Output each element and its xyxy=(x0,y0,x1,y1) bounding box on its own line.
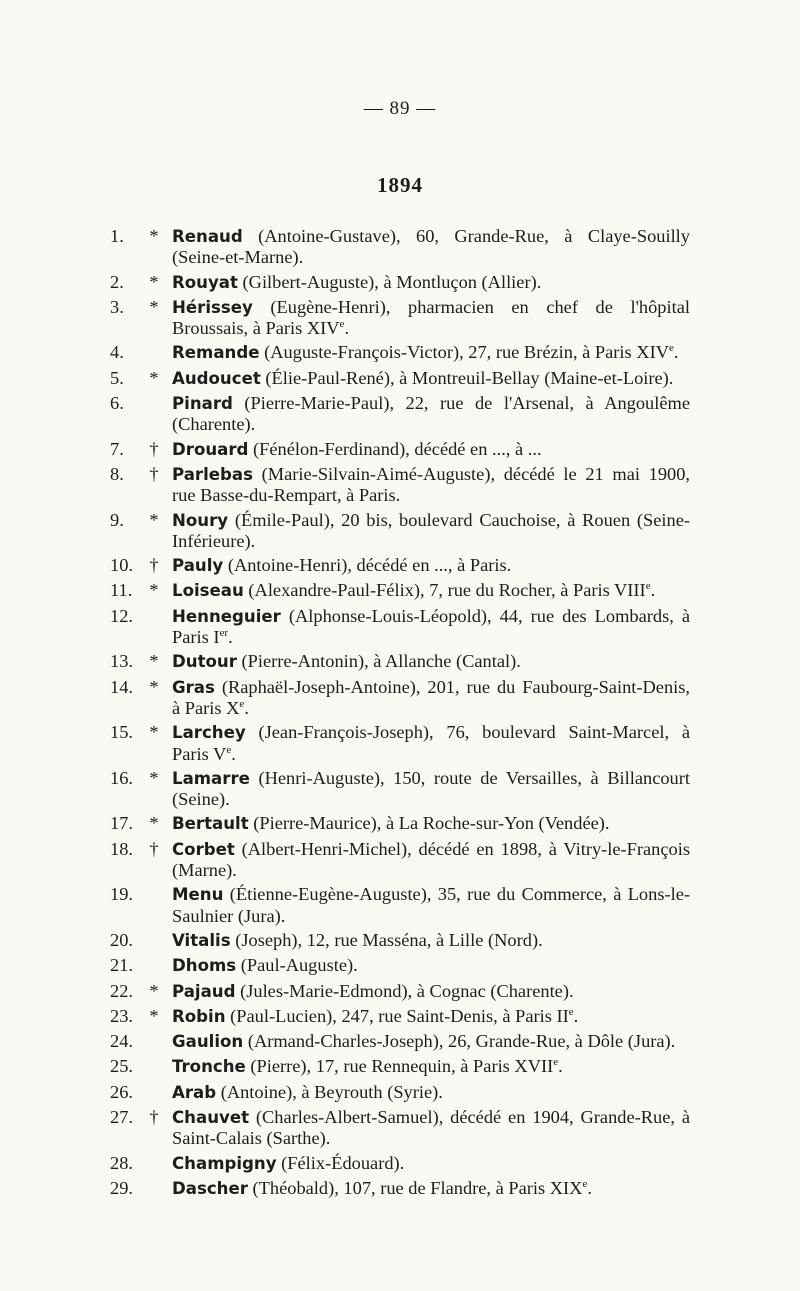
entry-name: Noury xyxy=(172,510,229,530)
list-item xyxy=(100,226,690,268)
entry-name: Pajaud xyxy=(172,981,236,1001)
list-item xyxy=(100,722,690,764)
entry-number: 12. xyxy=(110,605,133,626)
entry-mark: * xyxy=(149,367,159,388)
entry-mark: † xyxy=(149,838,159,859)
entry-details: (Théobald), 107, rue de Flandre, à Paris XIX xyxy=(247,1177,583,1198)
entry-mark: † xyxy=(149,463,159,484)
entry-superscript: e xyxy=(668,342,674,355)
entry-number: 7. xyxy=(110,438,124,459)
entry-details: (Félix-Édouard). xyxy=(276,1152,405,1173)
entry-trailing: . xyxy=(650,580,656,601)
entry-mark: * xyxy=(149,226,159,246)
entry-details: (Antoine-Gustave), 60, Grande-Rue, à Claye-Souilly (Seine-et-Marne). xyxy=(172,226,690,268)
list-item xyxy=(100,677,690,719)
entry-details: (Henri-Auguste), 150, route de Versailles, à Billancourt (Seine). xyxy=(172,767,690,810)
entry-details: (Alphonse-Louis-Léopold), 44, rue des Lombards, à Paris I xyxy=(172,605,690,648)
entry-number: 9. xyxy=(110,509,124,530)
entry-details: (Gilbert-Auguste), à Montluçon (Allier). xyxy=(237,271,542,292)
list-item xyxy=(100,580,690,601)
entry-name: Audoucet xyxy=(172,368,261,388)
list-item xyxy=(100,884,690,926)
list-item xyxy=(100,930,690,951)
entry-mark: † xyxy=(149,1106,159,1127)
entry-superscript: e xyxy=(582,1177,588,1190)
entry-name: Bertault xyxy=(172,814,249,834)
list-item xyxy=(100,342,690,363)
entry-details: (Jules-Marie-Edmond), à Cognac (Charente). xyxy=(235,980,574,1001)
entry-name: Dascher xyxy=(172,1178,248,1198)
entry-number: 14. xyxy=(110,676,133,697)
list-item xyxy=(100,439,690,460)
entry-number: 3. xyxy=(110,296,124,317)
entry-trailing: . xyxy=(558,1056,563,1077)
entry-superscript: er xyxy=(219,626,229,639)
entry-superscript: e xyxy=(553,1056,559,1069)
entry-trailing: . xyxy=(673,342,679,363)
entry-number: 22. xyxy=(110,980,133,1001)
entry-number: 5. xyxy=(110,367,124,388)
entry-number: 21. xyxy=(110,955,133,976)
entry-number: 29. xyxy=(110,1177,133,1198)
list-item xyxy=(100,1153,690,1174)
entry-mark: † xyxy=(149,555,159,576)
entry-list xyxy=(100,226,690,1203)
entry-number: 25. xyxy=(110,1056,133,1077)
entry-mark: * xyxy=(149,271,159,292)
entry-number: 18. xyxy=(110,838,133,859)
entry-name: Champigny xyxy=(172,1153,277,1173)
entry-details: (Alexandre-Paul-Félix), 7, rue du Rocher, à Paris VIII xyxy=(243,580,646,601)
entry-details: (Auguste-François-Victor), 27, rue Brézin, à Paris XIV xyxy=(259,342,669,363)
entry-number: 2. xyxy=(110,271,124,292)
entry-mark: * xyxy=(149,651,159,672)
entry-mark: * xyxy=(149,767,159,788)
entry-mark: * xyxy=(149,296,159,317)
entry-details: (Raphaël-Joseph-Antoine), 201, rue du Faubourg-Saint-Denis, à Paris X xyxy=(172,676,690,718)
entry-details: (Émile-Paul), 20 bis, boulevard Cauchoise, à Rouen (Seine-Inférieure). xyxy=(172,509,690,551)
entry-number: 11. xyxy=(110,580,133,601)
entry-trailing: . xyxy=(228,627,233,648)
list-item xyxy=(100,1056,690,1077)
entry-name: Lamarre xyxy=(172,768,250,788)
entry-trailing: . xyxy=(573,1005,579,1026)
entry-name: Chauvet xyxy=(172,1107,250,1127)
entry-details: (Armand-Charles-Joseph), 26, Grande-Rue, à Dôle (Jura). xyxy=(243,1031,676,1052)
entry-number: 27. xyxy=(110,1106,133,1127)
entry-mark: * xyxy=(149,580,159,601)
entry-mark: * xyxy=(149,980,159,1001)
list-item xyxy=(100,813,690,834)
list-item xyxy=(100,768,690,810)
list-item xyxy=(100,510,690,552)
entry-name: Drouard xyxy=(172,439,249,459)
list-item xyxy=(100,368,690,389)
entry-name: Rouyat xyxy=(172,272,238,292)
entry-name: Renaud xyxy=(172,227,243,246)
list-item xyxy=(100,297,690,339)
entry-trailing: . xyxy=(231,743,236,764)
list-item xyxy=(100,1031,690,1052)
list-item xyxy=(100,651,690,672)
entry-number: 26. xyxy=(110,1081,133,1102)
entry-details: (Paul-Auguste). xyxy=(236,955,358,976)
list-item xyxy=(100,955,690,976)
entry-superscript: e xyxy=(568,1005,574,1018)
entry-name: Larchey xyxy=(172,723,246,743)
entry-details: (Étienne-Eugène-Auguste), 35, rue du Commerce, à Lons-le-Saulnier (Jura). xyxy=(172,884,690,926)
entry-name: Henneguier xyxy=(172,606,281,626)
entry-name: Dhoms xyxy=(172,956,237,976)
entry-details: (Pierre-Marie-Paul), 22, rue de l'Arsenal, à Angoulême (Charente). xyxy=(172,393,690,435)
list-item xyxy=(100,981,690,1002)
entry-details: (Albert-Henri-Michel), décédé en 1898, à Vitry-le-François (Marne). xyxy=(172,838,690,881)
entry-superscript: e xyxy=(339,318,345,331)
entry-details: (Pierre-Maurice), à La Roche-sur-Yon (Vendée). xyxy=(248,813,610,834)
entry-mark: † xyxy=(149,438,159,459)
entry-name: Loiseau xyxy=(172,581,244,601)
entry-trailing: . xyxy=(244,697,249,718)
entry-mark: * xyxy=(149,509,159,530)
list-item xyxy=(100,1107,690,1149)
entry-details: (Antoine), à Beyrouth (Syrie). xyxy=(216,1081,443,1102)
list-item xyxy=(100,1082,690,1103)
list-item xyxy=(100,1006,690,1027)
entry-details: (Antoine-Henri), décédé en ..., à Paris. xyxy=(223,555,512,576)
entry-details: (Élie-Paul-René), à Montreuil-Bellay (Maine-et-Loire). xyxy=(260,367,674,388)
entry-details: (Eugène-Henri), pharmacien en chef de l'hôpital Broussais, à Paris XIV xyxy=(172,296,690,339)
entry-number: 13. xyxy=(110,651,133,672)
entry-number: 16. xyxy=(110,767,133,788)
entry-number: 20. xyxy=(110,929,133,950)
entry-name: Hérissey xyxy=(172,297,253,317)
entry-mark: * xyxy=(149,1005,159,1026)
entry-name: Pinard xyxy=(172,394,233,414)
entry-superscript: e xyxy=(239,697,245,710)
entry-name: Parlebas xyxy=(172,464,253,484)
entry-number: 8. xyxy=(110,463,124,484)
entry-number: 4. xyxy=(110,342,124,363)
entry-details: (Jean-François-Joseph), 76, boulevard Saint-Marcel, à Paris V xyxy=(172,722,690,764)
entry-name: Corbet xyxy=(172,839,235,859)
entry-number: 15. xyxy=(110,722,133,743)
entry-name: Pauly xyxy=(172,556,224,576)
entry-superscript: e xyxy=(645,580,651,593)
entry-number: 28. xyxy=(110,1152,133,1173)
entry-details: (Pierre-Antonin), à Allanche (Cantal). xyxy=(236,651,521,672)
list-item xyxy=(100,393,690,435)
entry-number: 17. xyxy=(110,813,133,834)
entry-trailing: . xyxy=(344,318,350,339)
list-item xyxy=(100,464,690,506)
entry-name: Tronche xyxy=(172,1057,246,1077)
entry-details: (Marie-Silvain-Aimé-Auguste), décédé le 21 mai 1900, rue Basse-du-Rempart, à Paris. xyxy=(172,463,690,506)
entry-superscript: e xyxy=(226,743,232,756)
entry-name: Menu xyxy=(172,885,224,905)
entry-number: 23. xyxy=(110,1005,133,1026)
entry-mark: * xyxy=(149,676,159,697)
entry-name: Gaulion xyxy=(172,1032,244,1052)
entry-name: Remande xyxy=(172,343,260,363)
entry-name: Dutour xyxy=(172,652,237,672)
entry-details: (Charles-Albert-Samuel), décédé en 1904, Grande-Rue, à Saint-Calais (Sarthe). xyxy=(172,1106,690,1149)
entry-number: 19. xyxy=(110,884,133,905)
list-item xyxy=(100,606,690,648)
entry-name: Robin xyxy=(172,1006,226,1026)
list-item xyxy=(100,839,690,881)
entry-number: 10. xyxy=(110,555,133,576)
entry-name: Arab xyxy=(172,1082,217,1102)
list-item xyxy=(100,272,690,293)
entry-trailing: . xyxy=(587,1177,592,1198)
entry-name: Gras xyxy=(172,677,215,697)
entry-details: (Fénélon-Ferdinand), décédé en ..., à ... xyxy=(248,438,542,459)
list-item xyxy=(100,1178,690,1199)
entry-details: (Paul-Lucien), 247, rue Saint-Denis, à Paris II xyxy=(225,1005,569,1026)
page-number: — 89 — xyxy=(363,98,437,119)
entry-mark: * xyxy=(149,813,159,834)
entry-details: (Pierre), 17, rue Rennequin, à Paris XVII xyxy=(245,1056,554,1077)
entry-details: (Joseph), 12, rue Masséna, à Lille (Nord). xyxy=(230,929,543,950)
list-item xyxy=(100,555,690,576)
entry-name: Vitalis xyxy=(172,930,231,950)
entry-number: 24. xyxy=(110,1031,133,1052)
section-year-heading: 1894 xyxy=(377,173,423,197)
entry-number: 6. xyxy=(110,393,124,414)
entry-mark: * xyxy=(149,722,159,743)
entry-number: 1. xyxy=(110,226,124,246)
